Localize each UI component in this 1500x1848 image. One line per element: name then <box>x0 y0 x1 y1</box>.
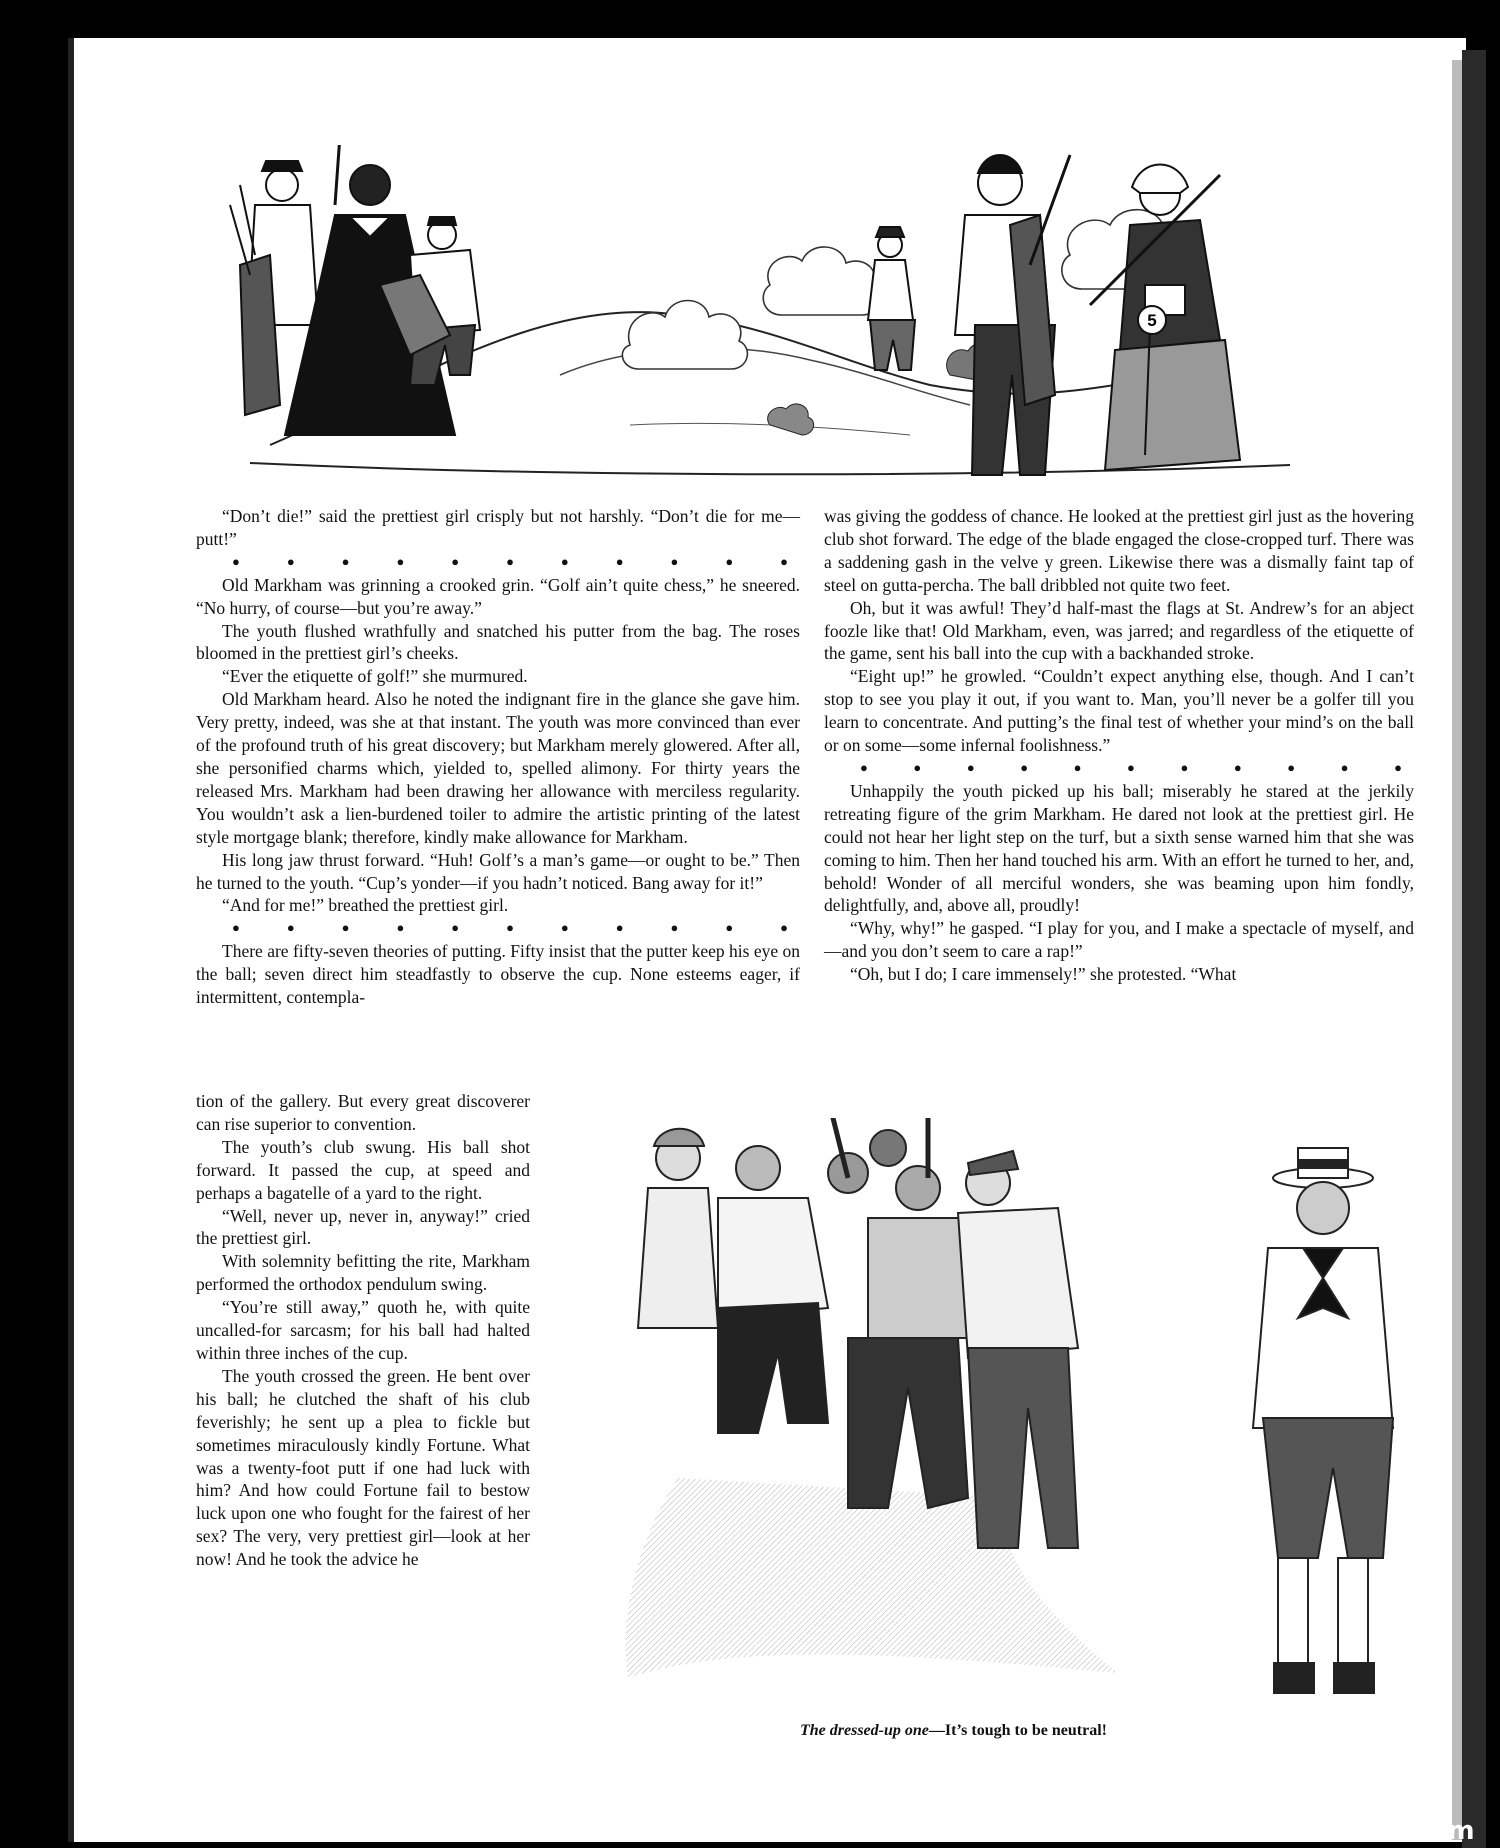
paragraph: Unhappily the youth picked up his ball; miserably he stared at the jerkily retreating figure of the grim Markham. He dared not look at the prettiest girl. He could not hear her light step on the turf, but a sixth sense warned him that she was coming to him. Then her hand touched his arm. With an effort he turned to her, and, behold! Wonder of all merciful wonders, she was beaming upon him fondly, delightfully, and, above all, proudly! <box>824 780 1414 916</box>
paragraph: “Ever the etiquette of golf!” she murmured. <box>222 666 528 687</box>
paragraph: The youth crossed the green. He bent over his ball; he clutched the shaft of his club feverishly; he sent up a plea to fickle but sometimes miraculously kindly Fortune. What was a twenty-foot putt if one had luck with him? And how could Fortune fail to bestow luck upon one who fought for the fairest of her sex? The very, very prettiest girl—look at her now! And he took the advice he <box>196 1365 530 1570</box>
narrow-column <box>196 1090 530 1571</box>
watermark: comicbooks.com <box>1226 1816 1476 1846</box>
paragraph: The youth’s club swung. His ball shot forward. It passed the cup, at speed and perhaps a bagatelle of a yard to the right. <box>196 1136 530 1203</box>
section-break: ● ● ● ● ● ● ● ● ● ● ● <box>232 553 788 569</box>
paragraph: The youth flushed wrathfully and snatched his putter from the bag. The roses bloomed in the prettiest girl’s cheeks. <box>196 620 800 664</box>
paragraph: “Oh, but I do; I care immensely!” she protested. “What <box>850 964 1237 985</box>
binding-shadow <box>1462 50 1486 1848</box>
caption-italic: The dressed-up one <box>800 1722 929 1739</box>
section-break: ● ● ● ● ● ● ● ● ● ● ● <box>860 759 1402 775</box>
paragraph: “Don’t die!” said the prettiest girl crisply but not harshly. “Don’t die for me—putt!” <box>196 506 800 549</box>
paragraph: There are fifty-seven theories of putting. Fifty insist that the putter keep his eye on the ball; seven direct him steadfastly to observe the cup. None esteems eager, if intermittent, contempla- <box>196 941 800 1008</box>
paragraph: “Why, why!” he gasped. “I play for you, and I make a spectacle of myself, and—and you don’t seem to care a rap!” <box>824 918 1414 962</box>
right-column <box>824 505 1414 986</box>
paragraph: His long jaw thrust forward. “Huh! Golf’s a man’s game—or ought to be.” Then he turned to the youth. “Cup’s yonder—if you hadn’t noticed. Bang away for it!” <box>196 849 800 893</box>
paragraph: Old Markham heard. Also he noted the indignant fire in the glance she gave him. Very pretty, indeed, was she at that instant. The youth was more convinced than ever of the profound truth of his great discovery; but Markham merely glowered. After all, she personified charms which, yielded to, spelled alimony. For thirty years the released Mrs. Markham had been drawing her allowance with merciless regularity. You wouldn’t ask a lien-burdened toiler to admire the artistic printing of the latest style mortgage blank; therefore, kindly make allowance for Markham. <box>196 689 800 847</box>
paragraph: With solemnity befitting the rite, Markham performed the orthodox pendulum swing. <box>196 1251 530 1295</box>
paragraph: “You’re still away,” quoth he, with quite uncalled-for sarcasm; for his ball had halted within three inches of the cup. <box>196 1297 530 1363</box>
hole-flag-number: 5 <box>1147 311 1157 330</box>
paragraph: tion of the gallery. But every great discoverer can rise superior to convention. <box>196 1091 530 1134</box>
paragraph: was giving the goddess of chance. He looked at the prettiest girl just as the hovering club shot forward. The edge of the blade engaged the close-cropped turf. There was a saddening gash in the velve y green. Likewise there was a dismally faint tap of steel on gutta-percha. The ball dribbled not quite two feet. <box>824 506 1414 595</box>
golf-scene-illustration <box>210 145 1400 485</box>
section-break: ● ● ● ● ● ● ● ● ● ● ● <box>232 920 788 936</box>
left-column <box>196 505 800 1009</box>
paragraph: “Eight up!” he growled. “Couldn’t expect anything else, though. And I can’t stop to see you play it out, if you want to. Man, you’ll never be a golfer till you learn to concentrate. And putting’s the final test of whether your mind’s on the ball or on some—some infernal foolishness.” <box>824 666 1414 756</box>
next-page-edge <box>1452 60 1462 1840</box>
paragraph: Old Markham was grinning a crooked grin. “Golf ain’t quite chess,” he sneered. “No hurry, of course—but you’re away.” <box>196 574 800 618</box>
paragraph: “Well, never up, never in, anyway!” cried the prettiest girl. <box>196 1205 530 1249</box>
boys-fighting-illustration <box>598 1118 1418 1718</box>
paragraph: Oh, but it was awful! They’d half-mast the flags at St. Andrew’s for an abject foozle like that! Old Markham, even, was jarred; and regardless of the etiquette of the game, sent his ball into the cup with a backhanded stroke. <box>824 597 1414 664</box>
paragraph: “And for me!” breathed the prettiest girl. <box>222 895 509 916</box>
caption-rest: —It’s tough to be neutral! <box>928 1722 1107 1739</box>
illustration-caption <box>800 1722 1107 1740</box>
